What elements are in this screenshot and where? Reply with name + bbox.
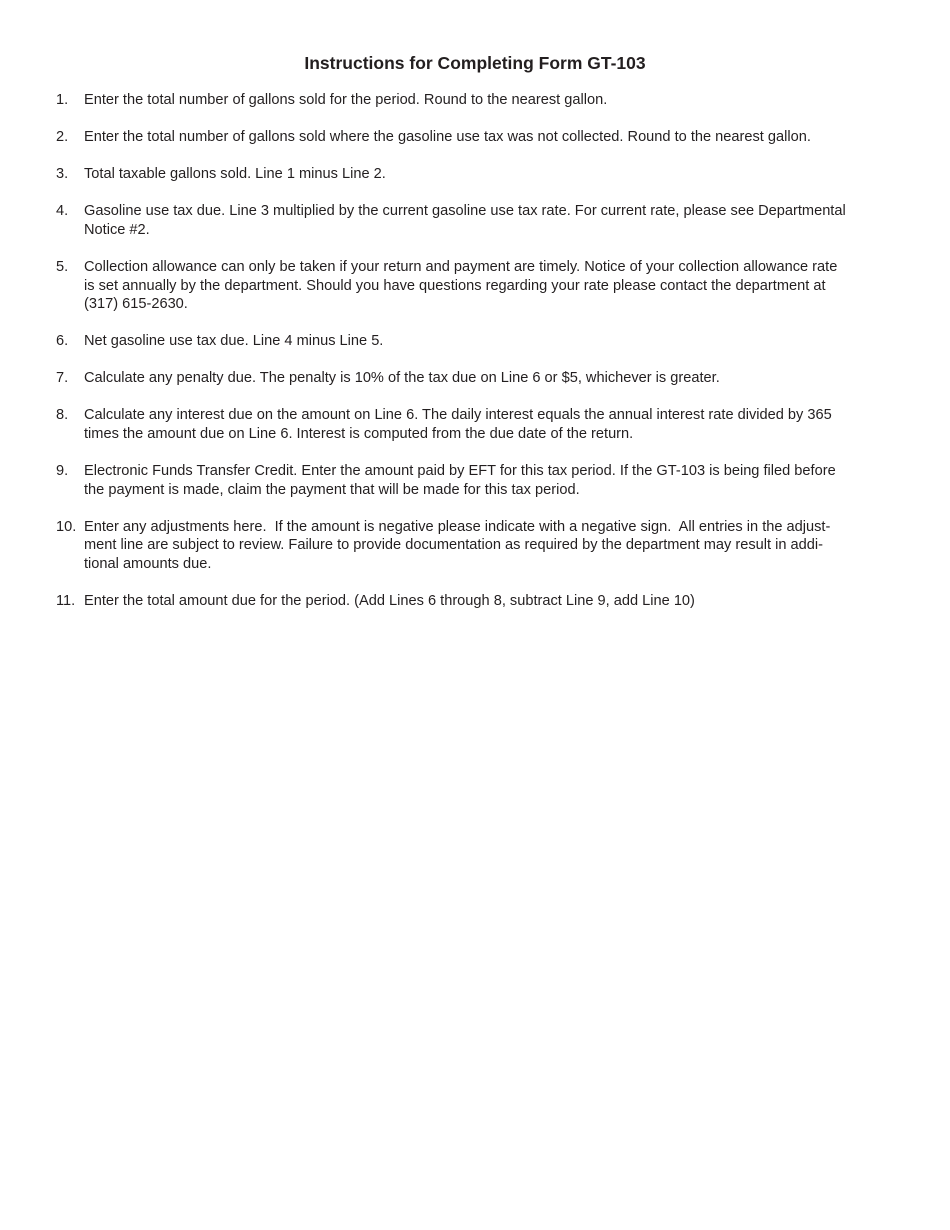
instruction-item: [56, 128, 898, 147]
instruction-text-line: Net gasoline use tax due. Line 4 minus Line 5.: [84, 333, 384, 350]
instruction-text-line: Calculate any interest due on the amount on Line 6. The daily interest equals the annual interest rate divided by 365: [84, 407, 832, 424]
instruction-list: [56, 91, 898, 629]
instruction-text-line: is set annually by the department. Should you have questions regarding your rate please contact the department at: [84, 277, 826, 294]
instruction-text: [84, 518, 898, 574]
instruction-item: [56, 406, 898, 443]
instruction-text: [84, 406, 898, 443]
instruction-text: [84, 165, 898, 184]
instruction-number: 11.: [56, 593, 76, 610]
instruction-text-line: Enter any adjustments here. If the amount is negative please indicate with a negative sign. All entries in the adjust-: [84, 518, 831, 535]
instruction-item: [56, 518, 898, 574]
instruction-item: [56, 592, 898, 611]
instruction-text-line: ment line are subject to review. Failure to provide documentation as required by the department may result in addi-: [84, 537, 823, 554]
instruction-text: [84, 202, 898, 239]
instruction-text: [84, 258, 898, 314]
instruction-number: 4.: [56, 203, 69, 220]
instruction-text: [84, 462, 898, 499]
instruction-number: 8.: [56, 407, 69, 424]
instruction-number: 2.: [56, 129, 69, 146]
instruction-item: [56, 369, 898, 388]
instruction-item: [56, 462, 898, 499]
instruction-text-line: Gasoline use tax due. Line 3 multiplied by the current gasoline use tax rate. For current rate, please see Departmental: [84, 203, 846, 220]
instruction-text: [84, 592, 898, 611]
instruction-text-line: times the amount due on Line 6. Interest is computed from the due date of the return.: [84, 426, 634, 443]
instruction-text-line: Collection allowance can only be taken if your return and payment are timely. Notice of your collection allowance rate: [84, 258, 838, 275]
instruction-text: [84, 91, 898, 110]
instruction-item: [56, 165, 898, 184]
instruction-text-line: tional amounts due.: [84, 556, 212, 572]
instruction-text-line: Total taxable gallons sold. Line 1 minus Line 2.: [84, 166, 386, 183]
instruction-number: 6.: [56, 333, 69, 350]
instruction-text-line: (317) 615-2630.: [84, 296, 188, 313]
instruction-number: 9.: [56, 463, 69, 480]
instruction-text-line: Enter the total number of gallons sold for the period. Round to the nearest gallon.: [84, 92, 608, 108]
instruction-text-line: the payment is made, claim the payment that will be made for this tax period.: [84, 481, 580, 498]
instruction-item: [56, 332, 898, 351]
instruction-number: 7.: [56, 370, 69, 387]
instruction-item: [56, 202, 898, 239]
instruction-text: [84, 128, 898, 147]
instruction-text: [84, 369, 898, 388]
instruction-text: [84, 332, 898, 351]
instruction-number: 1.: [56, 92, 69, 108]
instruction-item: [56, 91, 898, 110]
instruction-item: [56, 258, 898, 314]
instruction-text-line: Enter the total number of gallons sold where the gasoline use tax was not collected. Round to the nearest gallon.: [84, 129, 811, 146]
instruction-text-line: Enter the total amount due for the period. (Add Lines 6 through 8, subtract Line 9, add Line 10): [84, 593, 695, 610]
instruction-text-line: Notice #2.: [84, 221, 150, 238]
instruction-number: 5.: [56, 258, 69, 275]
instruction-text-line: Calculate any penalty due. The penalty is 10% of the tax due on Line 6 or $5, whichever is greater.: [84, 370, 720, 387]
instruction-number: 10.: [56, 518, 77, 535]
page-title: Instructions for Completing Form GT-103: [304, 53, 646, 73]
instruction-number: 3.: [56, 166, 69, 183]
instruction-text-line: Electronic Funds Transfer Credit. Enter the amount paid by EFT for this tax period. If the GT-103 is being filed before: [84, 463, 836, 480]
